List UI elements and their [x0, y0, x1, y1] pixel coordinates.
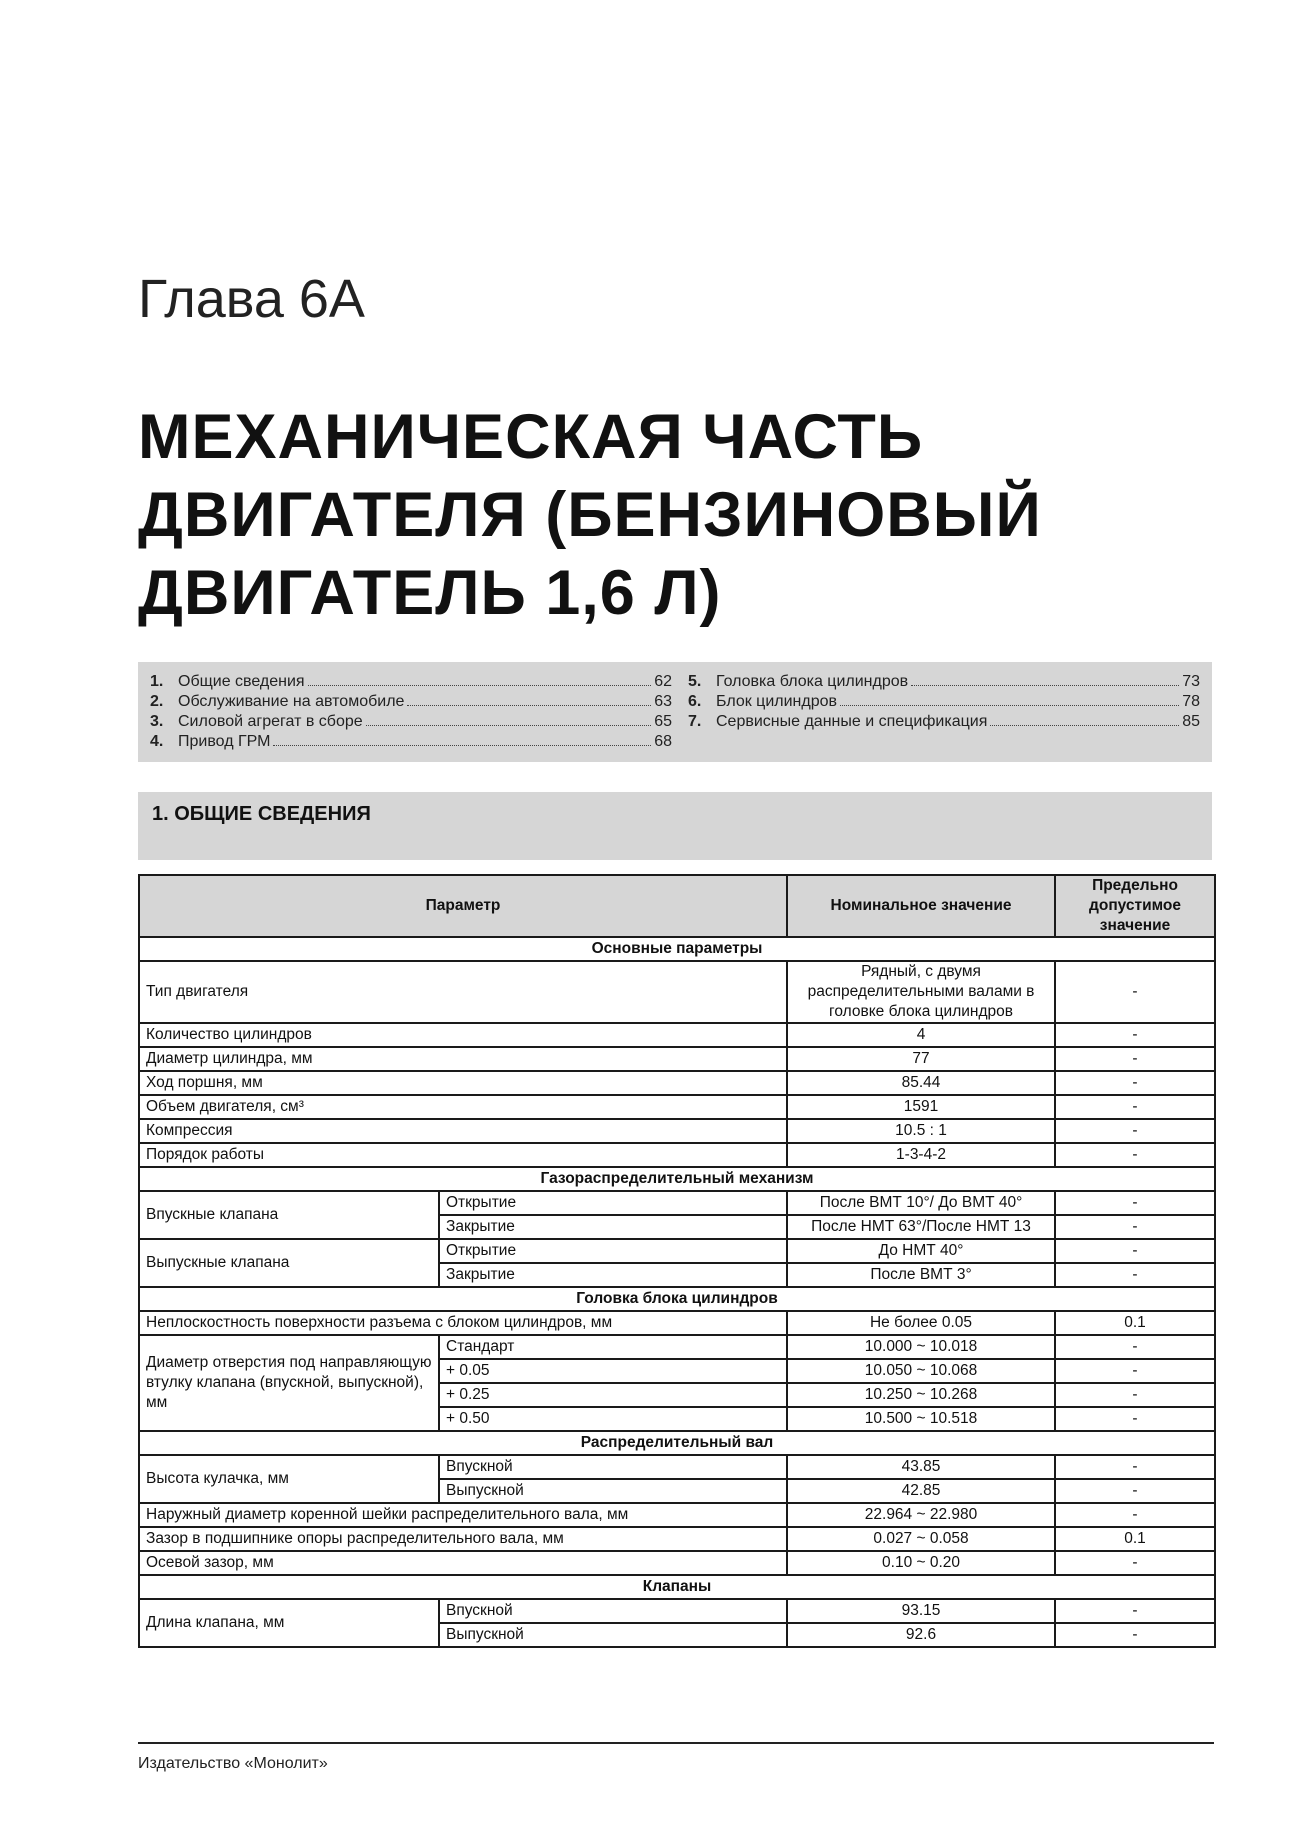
nominal-cell: 42.85 — [787, 1479, 1055, 1503]
toc-item-number: 1. — [150, 673, 164, 690]
limit-cell: - — [1055, 1407, 1215, 1431]
nominal-cell: После НМТ 63°/После НМТ 13 — [787, 1215, 1055, 1239]
table-row — [139, 1527, 1215, 1551]
param-cell: Количество цилиндров — [139, 1023, 787, 1047]
toc-item-number: 4. — [150, 733, 164, 750]
param-cell: Объем двигателя, см³ — [139, 1095, 787, 1119]
toc-leader — [840, 705, 1179, 706]
limit-cell: - — [1055, 1479, 1215, 1503]
table-row — [139, 1047, 1215, 1071]
page-title — [138, 398, 1238, 632]
subparam-cell: Закрытие — [439, 1215, 787, 1239]
toc-leader — [308, 685, 652, 686]
param-cell: Длина клапана, мм — [139, 1599, 439, 1647]
toc-item[interactable] — [688, 672, 1200, 692]
group-valves: Клапаны — [139, 1575, 1215, 1599]
nominal-cell: 92.6 — [787, 1623, 1055, 1647]
subparam-cell: Закрытие — [439, 1263, 787, 1287]
limit-cell: - — [1055, 1455, 1215, 1479]
param-cell: Выпускные клапана — [139, 1239, 439, 1287]
nominal-cell: До НМТ 40° — [787, 1239, 1055, 1263]
nominal-cell: 77 — [787, 1047, 1055, 1071]
limit-cell: - — [1055, 1071, 1215, 1095]
limit-cell: - — [1055, 1623, 1215, 1647]
limit-cell: - — [1055, 1095, 1215, 1119]
toc-item[interactable] — [688, 712, 1200, 732]
nominal-cell: 43.85 — [787, 1455, 1055, 1479]
toc-item-title: Обслуживание на автомобиле — [178, 693, 405, 710]
footer-publisher: Издательство «Монолит» — [138, 1755, 328, 1772]
subparam-cell: Открытие — [439, 1191, 787, 1215]
param-cell: Осевой зазор, мм — [139, 1551, 787, 1575]
nominal-cell: 22.964 ~ 22.980 — [787, 1503, 1055, 1527]
subparam-cell: + 0.05 — [439, 1359, 787, 1383]
toc-item-title: Блок цилиндров — [716, 693, 838, 710]
limit-cell: - — [1055, 1503, 1215, 1527]
table-row — [139, 961, 1215, 1023]
toc-column-left — [150, 672, 672, 752]
toc-item-page: 78 — [1182, 693, 1200, 710]
group-row — [139, 1167, 1215, 1191]
table-row — [139, 1143, 1215, 1167]
title-line-2: ДВИГАТЕЛЯ (БЕНЗИНОВЫЙ — [138, 480, 1042, 550]
limit-cell: - — [1055, 1335, 1215, 1359]
limit-cell: - — [1055, 1239, 1215, 1263]
subparam-cell: + 0.25 — [439, 1383, 787, 1407]
nominal-cell: 10.000 ~ 10.018 — [787, 1335, 1055, 1359]
limit-cell: - — [1055, 1263, 1215, 1287]
toc-item-page: 63 — [654, 693, 672, 710]
limit-cell: - — [1055, 1359, 1215, 1383]
toc-item-number: 3. — [150, 713, 164, 730]
subparam-cell: Стандарт — [439, 1335, 787, 1359]
toc-column-right — [688, 672, 1200, 732]
limit-cell: 0.1 — [1055, 1311, 1215, 1335]
title-line-1: МЕХАНИЧЕСКАЯ ЧАСТЬ — [138, 402, 924, 472]
param-cell: Зазор в подшипнике опоры распределительного вала, мм — [139, 1527, 787, 1551]
nominal-cell: 85.44 — [787, 1071, 1055, 1095]
limit-cell: 0.1 — [1055, 1527, 1215, 1551]
toc-item-page: 68 — [654, 733, 672, 750]
toc-leader — [366, 725, 652, 726]
param-cell: Диаметр отверстия под направляющую втулку клапана (впускной, выпускной), мм — [139, 1335, 439, 1431]
group-timing: Газораспределительный механизм — [139, 1167, 1215, 1191]
section-heading — [138, 792, 1212, 860]
toc-item[interactable] — [150, 732, 672, 752]
toc-leader — [911, 685, 1179, 686]
limit-cell: - — [1055, 1119, 1215, 1143]
toc-item-page: 62 — [654, 673, 672, 690]
nominal-cell: 10.5 : 1 — [787, 1119, 1055, 1143]
toc-item[interactable] — [688, 692, 1200, 712]
nominal-cell: 10.250 ~ 10.268 — [787, 1383, 1055, 1407]
table-row — [139, 1599, 1215, 1623]
limit-cell: - — [1055, 1215, 1215, 1239]
toc-item-title: Общие сведения — [178, 673, 305, 690]
nominal-cell: 10.050 ~ 10.068 — [787, 1359, 1055, 1383]
toc-item-title: Сервисные данные и спецификация — [716, 713, 988, 730]
nominal-cell: 0.027 ~ 0.058 — [787, 1527, 1055, 1551]
param-cell: Диаметр цилиндра, мм — [139, 1047, 787, 1071]
header-nominal: Номинальное значение — [787, 875, 1055, 937]
toc-item-title: Головка блока цилиндров — [716, 673, 909, 690]
toc-leader — [407, 705, 651, 706]
spec-table — [138, 874, 1216, 1648]
toc-item-page: 73 — [1182, 673, 1200, 690]
toc-item-number: 7. — [688, 713, 702, 730]
nominal-cell: 0.10 ~ 0.20 — [787, 1551, 1055, 1575]
subparam-cell: Впускной — [439, 1599, 787, 1623]
group-row — [139, 937, 1215, 961]
nominal-cell: 93.15 — [787, 1599, 1055, 1623]
group-head: Головка блока цилиндров — [139, 1287, 1215, 1311]
toc-item-title: Привод ГРМ — [178, 733, 271, 750]
toc-leader — [990, 725, 1179, 726]
param-cell: Высота кулачка, мм — [139, 1455, 439, 1503]
header-parameter: Параметр — [139, 875, 787, 937]
limit-cell: - — [1055, 961, 1215, 1023]
limit-cell: - — [1055, 1191, 1215, 1215]
toc-item-number: 5. — [688, 673, 702, 690]
toc-item-number: 2. — [150, 693, 164, 710]
footer-divider — [138, 1742, 1214, 1744]
chapter-label: Глава 6А — [138, 269, 365, 329]
table-row — [139, 1239, 1215, 1263]
nominal-cell: 4 — [787, 1023, 1055, 1047]
table-of-contents — [138, 662, 1212, 762]
param-cell: Ход поршня, мм — [139, 1071, 787, 1095]
nominal-cell: 1591 — [787, 1095, 1055, 1119]
nominal-cell: После ВМТ 3° — [787, 1263, 1055, 1287]
limit-cell: - — [1055, 1383, 1215, 1407]
table-row — [139, 1503, 1215, 1527]
limit-cell: - — [1055, 1023, 1215, 1047]
toc-leader — [273, 745, 651, 746]
nominal-cell: 1-3-4-2 — [787, 1143, 1055, 1167]
table-row — [139, 1119, 1215, 1143]
toc-item[interactable] — [150, 712, 672, 732]
table-header-row — [139, 875, 1215, 937]
toc-item-number: 6. — [688, 693, 702, 710]
param-cell: Неплоскостность поверхности разъема с блоком цилиндров, мм — [139, 1311, 787, 1335]
group-row — [139, 1575, 1215, 1599]
limit-cell: - — [1055, 1047, 1215, 1071]
table-row — [139, 1455, 1215, 1479]
subparam-cell: Впускной — [439, 1455, 787, 1479]
limit-cell: - — [1055, 1599, 1215, 1623]
toc-item[interactable] — [150, 692, 672, 712]
param-cell: Впускные клапана — [139, 1191, 439, 1239]
toc-item-page: 85 — [1182, 713, 1200, 730]
table-row — [139, 1335, 1215, 1359]
toc-item-page: 65 — [654, 713, 672, 730]
param-cell: Наружный диаметр коренной шейки распределительного вала, мм — [139, 1503, 787, 1527]
param-cell: Порядок работы — [139, 1143, 787, 1167]
group-row — [139, 1287, 1215, 1311]
nominal-cell: После ВМТ 10°/ До ВМТ 40° — [787, 1191, 1055, 1215]
limit-cell: - — [1055, 1143, 1215, 1167]
table-row — [139, 1311, 1215, 1335]
table-row — [139, 1071, 1215, 1095]
subparam-cell: Открытие — [439, 1239, 787, 1263]
title-line-3: ДВИГАТЕЛЬ 1,6 Л) — [138, 558, 722, 628]
table-row — [139, 1191, 1215, 1215]
subparam-cell: + 0.50 — [439, 1407, 787, 1431]
limit-cell: - — [1055, 1551, 1215, 1575]
nominal-cell: 10.500 ~ 10.518 — [787, 1407, 1055, 1431]
nominal-cell: Не более 0.05 — [787, 1311, 1055, 1335]
section-title: 1. ОБЩИЕ СВЕДЕНИЯ — [152, 803, 371, 825]
group-basic: Основные параметры — [139, 937, 1215, 961]
nominal-cell: Рядный, с двумя распределительными валами в головке блока цилиндров — [787, 961, 1055, 1023]
table-row — [139, 1551, 1215, 1575]
subparam-cell: Выпускной — [439, 1623, 787, 1647]
param-cell: Тип двигателя — [139, 961, 787, 1023]
table-row — [139, 1095, 1215, 1119]
header-limit: Предельно допустимое значение — [1055, 875, 1215, 937]
group-camshaft: Распределительный вал — [139, 1431, 1215, 1455]
toc-item-title: Силовой агрегат в сборе — [178, 713, 363, 730]
param-cell: Компрессия — [139, 1119, 787, 1143]
toc-item[interactable] — [150, 672, 672, 692]
group-row — [139, 1431, 1215, 1455]
table-row — [139, 1023, 1215, 1047]
subparam-cell: Выпускной — [439, 1479, 787, 1503]
